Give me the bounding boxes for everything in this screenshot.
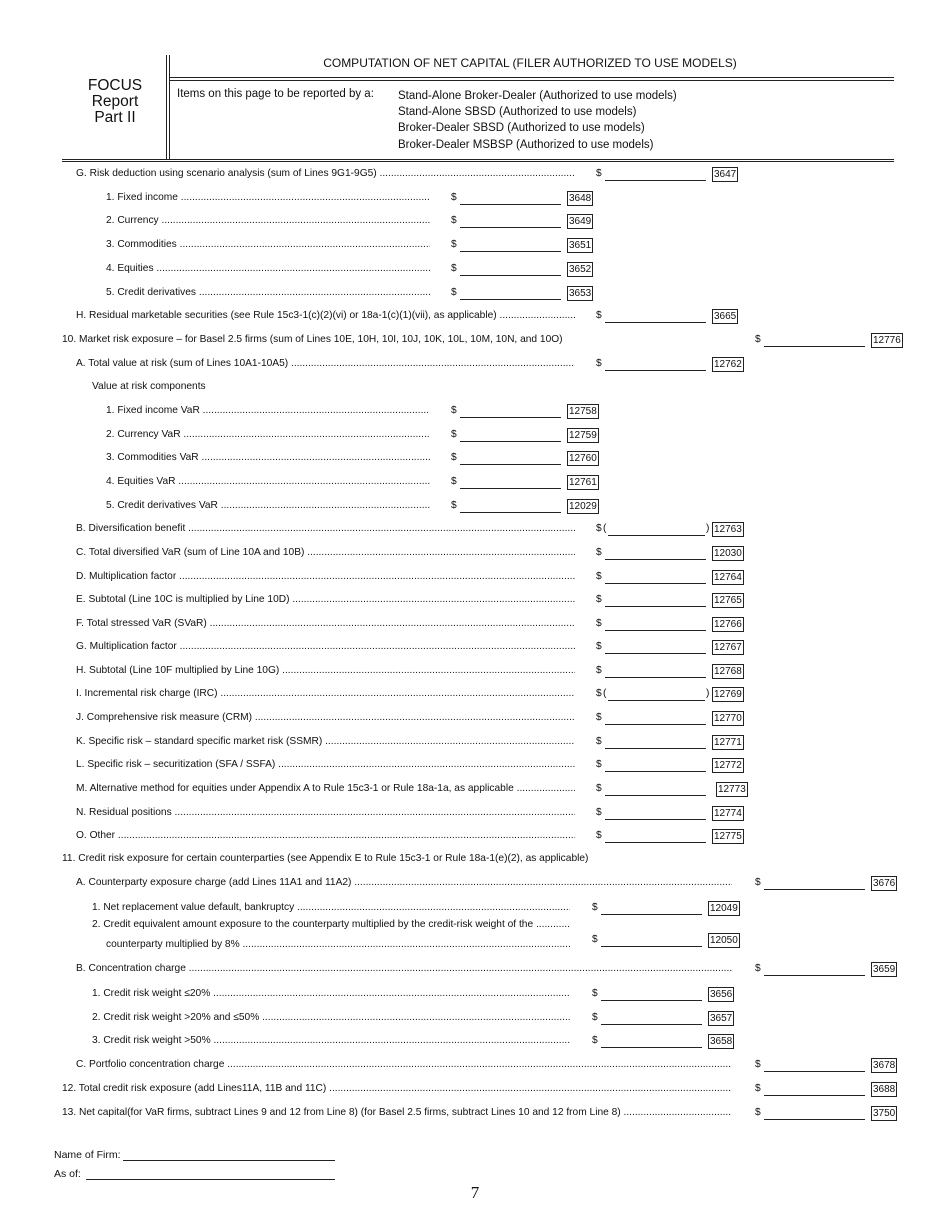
amount-field[interactable] [605, 169, 706, 181]
line-item-label: A. Total value at risk (sum of Lines 10A1-10A5) ..... [76, 358, 575, 369]
amount-field[interactable] [605, 760, 706, 772]
line-item-label: 4. Equities VaR ..... [106, 476, 430, 487]
line-item-label: C. Portfolio concentration charge ..... [76, 1059, 732, 1070]
amount-field[interactable] [460, 501, 561, 513]
dollar-sign: $ [451, 215, 457, 226]
line-item-label: 2. Currency ..... [106, 215, 430, 226]
dollar-sign: $ [596, 688, 602, 699]
page-number: 7 [470, 1183, 480, 1202]
items-reported-label: Items on this page to be reported by a: [177, 88, 374, 100]
dollar-sign: $ [596, 736, 602, 747]
line-code-box: 12775 [714, 831, 742, 842]
line-item-label: 13. Net capital(for VaR firms, subtract Lines 9 and 12 from Line 8) (for Basel 2.5 firms, subtract Lines 10 and 12 from Line 8) ..... [62, 1107, 732, 1118]
dollar-sign: $ [596, 783, 602, 794]
line-code-box: 12030 [714, 548, 742, 559]
line-item-label: G. Multiplication factor ..... [76, 641, 575, 652]
dollar-sign: $ [755, 877, 761, 888]
dollar-sign: $ [451, 239, 457, 250]
line-item-label: L. Specific risk – securitization (SFA / SSFA) ..... [76, 759, 575, 770]
line-code-box: 12770 [714, 713, 742, 724]
amount-field[interactable] [460, 193, 561, 205]
amount-field[interactable] [764, 964, 865, 976]
line-item-label: 5. Credit derivatives VaR ..... [106, 500, 430, 511]
line-code-box: 12765 [714, 595, 742, 606]
line-code-box: 12049 [710, 903, 738, 914]
line-code-box: 12761 [569, 477, 597, 488]
dollar-sign: $ [755, 1059, 761, 1070]
filer-type: Broker-Dealer MSBSP (Authorized to use models) [398, 138, 654, 151]
amount-field[interactable] [605, 831, 706, 843]
line-item-label-continued: counterparty multiplied by 8% ..... [106, 939, 570, 950]
line-item-label: H. Subtotal (Line 10F multiplied by Line 10G) ..... [76, 665, 575, 676]
line-code-box: 3658 [710, 1036, 733, 1047]
amount-field[interactable] [605, 737, 706, 749]
amount-field[interactable] [605, 713, 706, 725]
filer-type: Stand-Alone Broker-Dealer (Authorized to use models) [398, 90, 677, 102]
header-rule-bottom-2 [62, 161, 894, 162]
dollar-sign: $ [592, 934, 598, 945]
amount-field[interactable] [601, 935, 702, 947]
line-code-box: 12763 [714, 524, 742, 535]
amount-field[interactable] [764, 335, 865, 347]
line-item-label: N. Residual positions ..... [76, 807, 575, 818]
focus-report-label: FOCUS Report Part II [87, 77, 143, 126]
amount-field[interactable] [460, 240, 561, 252]
line-item-label: A. Counterparty exposure charge (add Lines 11A1 and 11A2) ..... [76, 877, 732, 888]
line-item-label: 2. Currency VaR ..... [106, 429, 430, 440]
line-item-label: M. Alternative method for equities under Appendix A to Rule 15c3-1 or Rule 18a-1a, as applicable ..... [76, 783, 575, 794]
line-item-label: 12. Total credit risk exposure (add Lines11A, 11B and 11C) ..... [62, 1083, 732, 1094]
dollar-sign: $ [592, 988, 598, 999]
title-rule-top [169, 77, 894, 78]
amount-field[interactable] [605, 311, 706, 323]
line-code-box: 12760 [569, 453, 597, 464]
line-item-label: I. Incremental risk charge (IRC) ..... [76, 688, 575, 699]
amount-field[interactable] [460, 477, 561, 489]
line-code-box: 12774 [714, 808, 742, 819]
line-item-label: H. Residual marketable securities (see Rule 15c3-1(c)(2)(vi) or 18a-1(c)(1)(vii), as applicable) ..... [76, 310, 575, 321]
line-item-label: F. Total stressed VaR (SVaR) ..... [76, 618, 575, 629]
line-code-box: 12768 [714, 666, 742, 677]
dollar-sign: $ [451, 263, 457, 274]
line-item-label: J. Comprehensive risk measure (CRM) ..... [76, 712, 575, 723]
line-code-box: 3653 [569, 288, 592, 299]
dollar-sign: $ [596, 547, 602, 558]
amount-field[interactable] [605, 642, 706, 654]
amount-field[interactable] [605, 666, 706, 678]
open-paren: ( [603, 523, 607, 534]
dollar-sign: $ [755, 963, 761, 974]
line-item-label: G. Risk deduction using scenario analysis (sum of Lines 9G1-9G5) ..... [76, 168, 575, 179]
amount-field[interactable] [608, 524, 705, 536]
amount-field[interactable] [601, 1013, 702, 1025]
amount-field[interactable] [601, 989, 702, 1001]
line-code-box: 12766 [714, 619, 742, 630]
line-code-box: 12758 [569, 406, 597, 417]
line-code-box: 3649 [569, 216, 592, 227]
filer-type: Stand-Alone SBSD (Authorized to use models) [398, 106, 637, 119]
amount-field[interactable] [601, 1036, 702, 1048]
dollar-sign: $ [451, 405, 457, 416]
line-code-box: 12759 [569, 430, 597, 441]
dollar-sign: $ [596, 523, 602, 534]
filer-type: Broker-Dealer SBSD (Authorized to use models) [398, 122, 645, 135]
amount-field[interactable] [605, 595, 706, 607]
line-item-label: 1. Credit risk weight ≤20% ..... [92, 988, 570, 999]
line-code-box: 3648 [569, 193, 592, 204]
amount-field[interactable] [764, 878, 865, 890]
dollar-sign: $ [755, 1107, 761, 1118]
line-code-box: 12776 [873, 335, 901, 346]
dollar-sign: $ [596, 594, 602, 605]
dollar-sign: $ [451, 452, 457, 463]
dollar-sign: $ [596, 759, 602, 770]
line-code-box: 12773 [718, 784, 746, 795]
line-item-label: 1. Net replacement value default, bankruptcy ..... [92, 902, 570, 913]
amount-field[interactable] [605, 784, 706, 796]
dollar-sign: $ [596, 830, 602, 841]
amount-field[interactable] [605, 808, 706, 820]
line-item-label: 3. Commodities ..... [106, 239, 430, 250]
line-item-label: K. Specific risk – standard specific market risk (SSMR) ..... [76, 736, 575, 747]
header-divider-vertical-2 [169, 55, 170, 160]
dollar-sign: $ [596, 310, 602, 321]
line-item-label: 11. Credit risk exposure for certain counterparties (see Appendix E to Rule 15c3-1 or Rule 18a-1(e)(2), as applicable) [62, 853, 589, 864]
line-item-label: 5. Credit derivatives ..... [106, 287, 430, 298]
line-code-box: 12764 [714, 572, 742, 583]
as-of-label: As of: [54, 1168, 81, 1180]
line-item-label: 3. Commodities VaR ..... [106, 452, 430, 463]
dollar-sign: $ [596, 665, 602, 676]
line-code-box: 3750 [873, 1108, 896, 1119]
title-rule-bottom [169, 80, 894, 81]
dollar-sign: $ [596, 712, 602, 723]
line-code-box: 3652 [569, 264, 592, 275]
dollar-sign: $ [596, 618, 602, 629]
dollar-sign: $ [592, 902, 598, 913]
line-code-box: 3659 [873, 964, 896, 975]
dollar-sign: $ [451, 476, 457, 487]
as-of-field[interactable] [86, 1168, 335, 1180]
page-title: COMPUTATION OF NET CAPITAL (FILER AUTHORIZED TO USE MODELS) [323, 56, 737, 70]
dollar-sign: $ [596, 641, 602, 652]
close-paren: ) [706, 523, 710, 534]
line-code-box: 12767 [714, 642, 742, 653]
line-item-label: B. Concentration charge ..... [76, 963, 732, 974]
dollar-sign: $ [755, 1083, 761, 1094]
dollar-sign: $ [596, 807, 602, 818]
line-code-box: 12771 [714, 737, 742, 748]
amount-field[interactable] [608, 689, 705, 701]
amount-field[interactable] [460, 430, 561, 442]
close-paren: ) [706, 688, 710, 699]
line-item-label: 2. Credit risk weight >20% and ≤50% ..... [92, 1012, 570, 1023]
line-code-box: 12772 [714, 760, 742, 771]
amount-field[interactable] [764, 1108, 865, 1120]
line-code-box: 12769 [714, 689, 742, 700]
line-item-label: 1. Fixed income VaR ..... [106, 405, 430, 416]
amount-field[interactable] [605, 359, 706, 371]
dollar-sign: $ [596, 168, 602, 179]
line-code-box: 12050 [710, 935, 738, 946]
open-paren: ( [603, 688, 607, 699]
amount-field[interactable] [460, 264, 561, 276]
line-item-label: B. Diversification benefit ..... [76, 523, 575, 534]
line-code-box: 12029 [569, 501, 597, 512]
amount-field[interactable] [605, 548, 706, 560]
header-divider-vertical [166, 55, 167, 160]
line-item-label: 2. Credit equivalent amount exposure to the counterparty multiplied by the credit-risk weight of the ..... [92, 919, 570, 930]
amount-field[interactable] [601, 903, 702, 915]
line-code-box: 12762 [714, 359, 742, 370]
line-item-label: E. Subtotal (Line 10C is multiplied by Line 10D) ..... [76, 594, 575, 605]
line-item-label: Value at risk components [92, 381, 206, 392]
line-item-label: 4. Equities ..... [106, 263, 430, 274]
dollar-sign: $ [451, 287, 457, 298]
amount-field[interactable] [460, 406, 561, 418]
line-item-label: D. Multiplication factor ..... [76, 571, 575, 582]
amount-field[interactable] [460, 453, 561, 465]
dollar-sign: $ [592, 1035, 598, 1046]
filer-types-list [398, 88, 677, 153]
dollar-sign: $ [596, 358, 602, 369]
line-code-box: 3647 [714, 169, 737, 180]
line-item-label: O. Other ..... [76, 830, 575, 841]
line-code-box: 3688 [873, 1084, 896, 1095]
line-code-box: 3657 [710, 1013, 733, 1024]
line-item-label: 1. Fixed income ..... [106, 192, 430, 203]
line-code-box: 3678 [873, 1060, 896, 1071]
dollar-sign: $ [755, 334, 761, 345]
dollar-sign: $ [592, 1012, 598, 1023]
dollar-sign: $ [596, 571, 602, 582]
amount-field[interactable] [764, 1084, 865, 1096]
amount-field[interactable] [460, 288, 561, 300]
dollar-sign: $ [451, 192, 457, 203]
line-item-label: 3. Credit risk weight >50% ..... [92, 1035, 570, 1046]
line-code-box: 3651 [569, 240, 592, 251]
amount-field[interactable] [764, 1060, 865, 1072]
line-code-box: 3656 [710, 989, 733, 1000]
line-code-box: 3665 [714, 311, 737, 322]
amount-field[interactable] [460, 216, 561, 228]
header-rule-bottom [62, 159, 894, 160]
dollar-sign: $ [451, 429, 457, 440]
amount-field[interactable] [605, 619, 706, 631]
amount-field[interactable] [605, 572, 706, 584]
line-item-label: C. Total diversified VaR (sum of Line 10A and 10B) ..... [76, 547, 575, 558]
firm-name-field[interactable] [123, 1149, 335, 1161]
dollar-sign: $ [451, 500, 457, 511]
line-code-box: 3676 [873, 878, 896, 889]
firm-name-label: Name of Firm: [54, 1149, 121, 1161]
line-item-label: 10. Market risk exposure – for Basel 2.5 firms (sum of Lines 10E, 10H, 10I, 10J, 10K, 10L, 10M, 10N, and 10O) [62, 334, 563, 345]
